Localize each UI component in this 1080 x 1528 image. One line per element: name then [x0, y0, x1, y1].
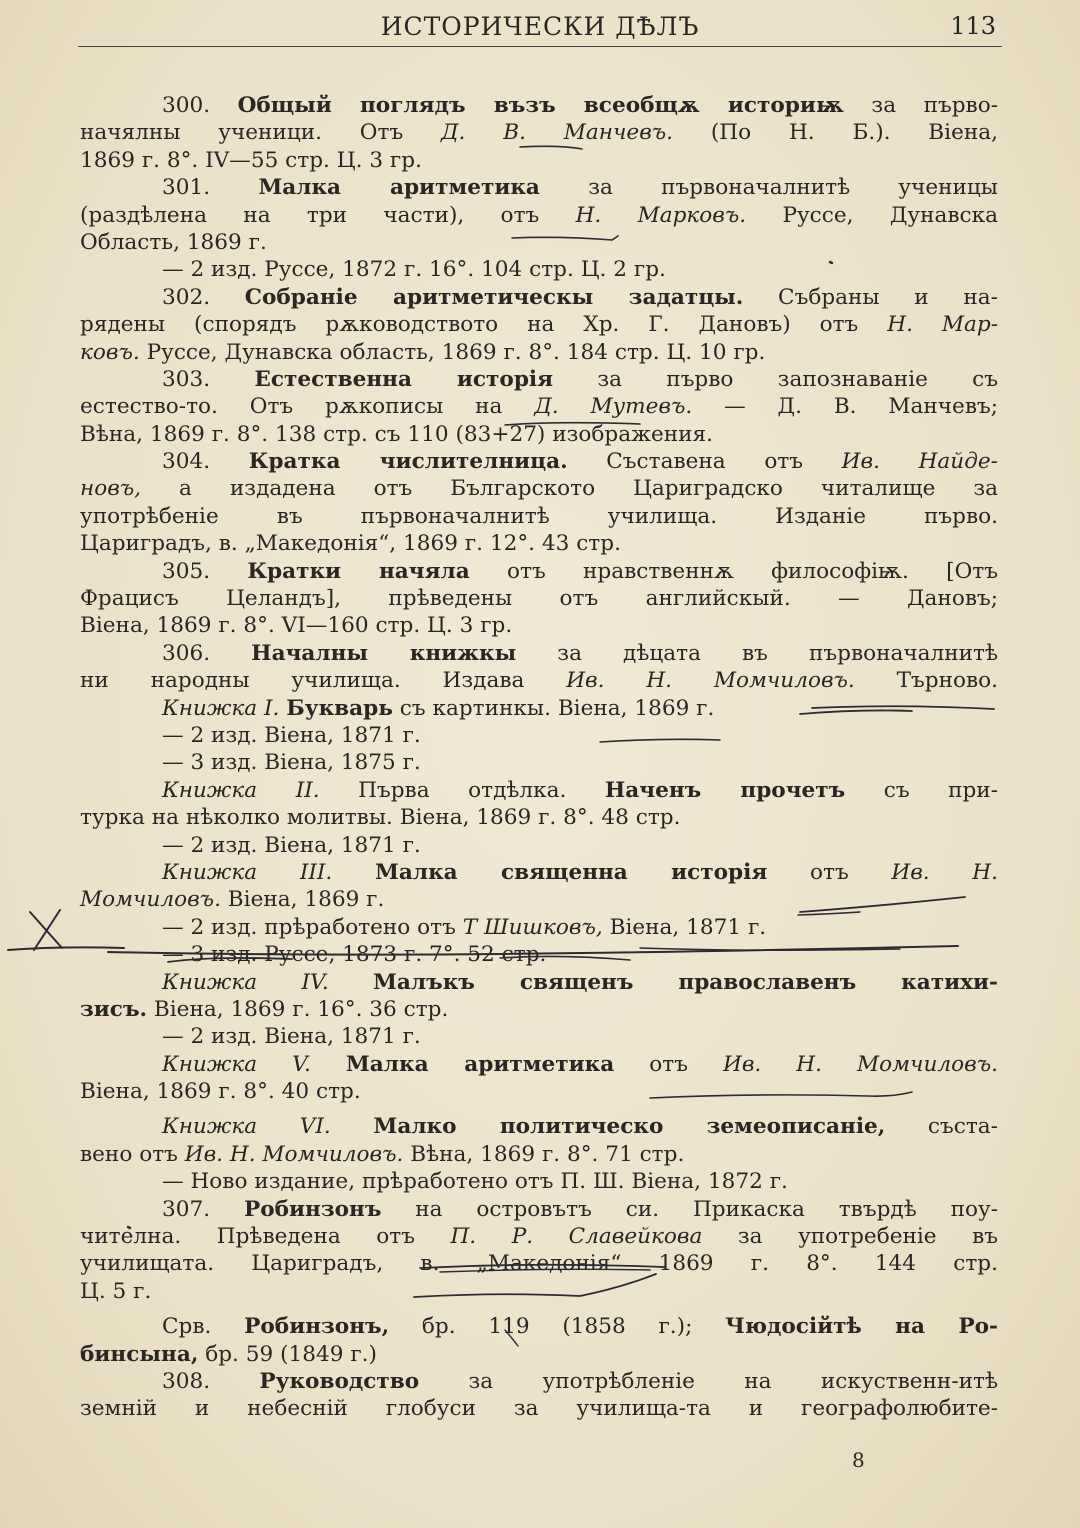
- italic-name: П. Р. Славейкова: [450, 1224, 703, 1250]
- bold-title: Малко политическо земеописаніе,: [373, 1114, 886, 1140]
- text-run: Віена, 1869 г. 8°. VI—160 стр. Ц. 3 гр.: [80, 613, 513, 639]
- text-line: [80, 1313, 998, 1340]
- text-run: Вѣна, 1869 г. 8°. 71 стр.: [403, 1141, 685, 1167]
- text-line: [80, 1168, 998, 1195]
- text-run: 1869 г. 8°. IV—55 стр. Ц. 3 гр.: [80, 147, 422, 173]
- text-line: [80, 996, 998, 1023]
- italic-name: новъ,: [80, 476, 142, 502]
- bold-title: бинсына,: [80, 1341, 199, 1367]
- text-run: — 2 изд. прѣработено отъ: [162, 914, 463, 940]
- italic-name: ковъ.: [80, 339, 140, 365]
- bold-title: Руководство: [259, 1368, 420, 1394]
- italic-name: Ив. Н.: [891, 859, 998, 885]
- text-run: съ картинкы. Віена, 1869 г.: [392, 695, 715, 721]
- italic-name: Д. В. Манчевъ.: [441, 120, 674, 146]
- text-run: — Ново издание, прѣработено отъ П. Ш. Віена, 1872 г.: [162, 1169, 788, 1195]
- text-run: съ при-: [845, 777, 999, 803]
- italic-name: Д. Мутевъ.: [534, 394, 693, 420]
- text-run: чителна. Прѣведена отъ: [80, 1224, 451, 1250]
- text-run: начялны ученици. Отъ: [80, 120, 441, 146]
- text-line: [80, 475, 998, 502]
- text-run: Търново.: [854, 668, 998, 694]
- italic-name: Книжка VI.: [162, 1114, 331, 1140]
- text-line: [80, 202, 998, 229]
- text-run: Вѣна, 1869 г. 8°. 138 стр. съ 110 (83+27) изображения.: [80, 421, 713, 447]
- text-line: [80, 558, 998, 585]
- text-run: 304.: [162, 449, 249, 475]
- text-run: Віена, 1869 г.: [220, 887, 385, 913]
- text-run: — Д. В. Манчевъ;: [692, 394, 999, 420]
- text-line: [80, 119, 998, 146]
- text-run: Віена, 1869 г. 16°. 36 стр.: [147, 996, 449, 1022]
- text-run: вено отъ: [80, 1141, 185, 1167]
- text-line: [80, 339, 998, 366]
- text-line: [80, 174, 998, 201]
- bold-title: Естественна исторія: [254, 366, 554, 392]
- text-run: земній и небесній глобуси за училища-та и географолюбите-: [80, 1396, 998, 1422]
- italic-name: Ив. Н. Момчиловъ.: [723, 1051, 998, 1077]
- text-run: бр. 119 (1858 г.);: [389, 1314, 726, 1340]
- signature-mark: 8: [852, 1448, 865, 1472]
- italic-name: Ив. Н. Момчиловъ.: [184, 1141, 404, 1167]
- italic-name: Книжка I.: [162, 695, 280, 721]
- text-run: (По Н. Б.). Віена,: [673, 120, 998, 146]
- text-run: турка на нѣколко молитвы. Віена, 1869 г. 8°. 48 стр.: [80, 805, 681, 831]
- text-run: 305.: [162, 558, 248, 584]
- text-run: за първо запознаваніе съ: [553, 366, 998, 392]
- text-line: [80, 1141, 998, 1168]
- text-run: отъ нравственнѫ философіѭ. [Отъ: [469, 558, 998, 584]
- italic-name: Книжка V.: [162, 1051, 311, 1077]
- text-run: на островътъ си. Прикаска твърдѣ поу-: [381, 1196, 998, 1222]
- italic-name: Ив. Н. Момчиловъ.: [566, 668, 855, 694]
- spacer: [80, 1105, 998, 1113]
- text-run: — 2 изд. Віена, 1871 г.: [162, 832, 421, 858]
- text-line: [80, 1196, 998, 1223]
- text-run: употрѣбеніе въ първоначалнитѣ училища. Изданіе първо.: [80, 503, 998, 529]
- text-run: Срв.: [162, 1314, 245, 1340]
- bold-title: Робинзонъ,: [244, 1314, 390, 1340]
- text-line: [80, 695, 998, 722]
- text-line: [80, 393, 998, 420]
- italic-name: Книжка III.: [162, 859, 333, 885]
- text-run: съста-: [885, 1114, 998, 1140]
- running-title: ИСТОРИЧЕСКИ ДѢЛЪ: [380, 12, 700, 41]
- text-run: 307.: [162, 1196, 244, 1222]
- text-run: 308.: [162, 1368, 260, 1394]
- text-run: Руссе, Дунавска область, 1869 г. 8°. 184 стр. Ц. 10 гр.: [139, 339, 766, 365]
- text-line: [80, 722, 998, 749]
- text-line: [80, 284, 998, 311]
- bibliography-text: [80, 92, 998, 1423]
- bold-title: Кратки начяла: [247, 558, 470, 584]
- text-run: — 3 изд. Руссе, 1873 г. 7°. 52 стр.: [162, 942, 547, 968]
- text-run: Фрацисъ Целандъ], прѣведены отъ английскый. — Дановъ;: [80, 586, 998, 612]
- italic-name: Книжка II.: [162, 777, 320, 803]
- text-run: ни народны училища. Издава: [80, 668, 567, 694]
- text-line: [80, 886, 998, 913]
- text-line: [80, 256, 998, 283]
- text-run: а издадена отъ Българското Цариградско читалище за: [141, 476, 998, 502]
- text-run: естество-то. Отъ рѫкописы на: [80, 394, 535, 420]
- text-line: [80, 969, 998, 996]
- text-line: [80, 530, 998, 557]
- bold-title: Наченъ прочетъ: [604, 777, 846, 803]
- text-run: — 2 изд. Руссе, 1872 г. 16°. 104 стр. Ц. 2 гр.: [162, 257, 666, 283]
- text-line: [80, 1113, 998, 1140]
- text-line: [80, 1368, 998, 1395]
- bold-title: Собраніе аритметическы задатцы.: [244, 284, 744, 310]
- bold-title: Общый поглядъ възъ всеобщѫ историѭ: [237, 93, 844, 118]
- text-run: 306.: [162, 640, 252, 666]
- text-run: [329, 970, 373, 995]
- text-line: [80, 1250, 998, 1277]
- text-run: рядены (спорядъ рѫководството на Хр. Г. Дановъ) отъ: [80, 312, 888, 338]
- text-line: [80, 667, 998, 694]
- text-line: [80, 777, 998, 804]
- bold-title: Кратка числителница.: [248, 449, 568, 475]
- bold-title: Чюдосійтѣ на Ро-: [725, 1314, 999, 1340]
- text-line: [80, 421, 998, 448]
- bold-title: Малка аритметика: [345, 1051, 615, 1077]
- page-number: 113: [950, 12, 996, 40]
- text-line: [80, 1051, 998, 1078]
- text-line: [80, 1278, 998, 1305]
- bold-title: Малка священна исторія: [374, 859, 768, 885]
- text-line: [80, 804, 998, 831]
- page-header: [78, 6, 1002, 47]
- text-line: [80, 1223, 998, 1250]
- text-run: — 3 изд. Віена, 1875 г.: [162, 750, 421, 776]
- text-line: [80, 1395, 998, 1422]
- text-run: отъ: [767, 859, 892, 885]
- spacer: [80, 1305, 998, 1313]
- bold-title: зисъ.: [80, 996, 148, 1022]
- italic-name: Т Шишковъ,: [462, 914, 603, 940]
- text-run: за употребеніе въ: [702, 1224, 998, 1250]
- text-run: Първа отдѣлка.: [319, 777, 605, 803]
- text-run: Цариградъ, в. „Македонія“, 1869 г. 12°. 43 стр.: [80, 531, 621, 557]
- text-run: 303.: [162, 366, 255, 392]
- text-run: училищата. Цариградъ, в. „Македонія“ 1869 г. 8°. 144 стр.: [80, 1251, 998, 1277]
- text-line: [80, 92, 998, 119]
- text-run: Съставена отъ: [567, 449, 842, 475]
- text-line: [80, 749, 998, 776]
- italic-name: Книжка IV.: [162, 969, 329, 995]
- text-run: Руссе, Дунавска: [746, 202, 998, 228]
- text-run: за първо-: [843, 93, 998, 118]
- text-line: [80, 448, 998, 475]
- text-run: Віена, 1871 г.: [602, 914, 767, 940]
- text-line: [80, 366, 998, 393]
- text-line: [80, 311, 998, 338]
- text-line: [80, 503, 998, 530]
- text-run: Събраны и на-: [743, 284, 998, 310]
- bold-title: Букварь: [286, 695, 393, 721]
- italic-name: Момчиловъ.: [80, 887, 221, 913]
- text-line: [80, 229, 998, 256]
- text-run: за дѣцата въ първоначалнитѣ: [516, 640, 998, 666]
- text-line: [80, 640, 998, 667]
- text-line: [80, 914, 998, 941]
- bold-title: Робинзонъ: [243, 1196, 382, 1222]
- text-line: [80, 832, 998, 859]
- text-line: [80, 612, 998, 639]
- bold-title: Началны книжкы: [251, 640, 517, 666]
- text-run: 302.: [162, 284, 245, 310]
- text-run: 301.: [162, 175, 259, 201]
- bold-title: Малка аритметика: [258, 175, 540, 201]
- text-run: отъ: [614, 1051, 724, 1077]
- text-line: [80, 1023, 998, 1050]
- text-run: [311, 1052, 346, 1077]
- text-line: [80, 859, 998, 886]
- text-line: [80, 585, 998, 612]
- text-run: за употрѣбленіе на искуственн-итѣ: [419, 1368, 998, 1394]
- text-line: [80, 1341, 998, 1368]
- bold-title: Малъкъ священъ православенъ катихи-: [373, 969, 998, 995]
- text-run: (раздѣлена на три части), отъ: [80, 202, 576, 228]
- italic-name: Н. Марковъ.: [575, 202, 747, 228]
- text-run: [331, 1114, 374, 1139]
- text-run: Область, 1869 г.: [80, 229, 267, 255]
- text-run: 300.: [162, 93, 238, 118]
- text-run: за първоначалнитѣ ученицы: [539, 175, 998, 201]
- text-run: Віена, 1869 г. 8°. 40 стр.: [80, 1079, 361, 1105]
- italic-name: Н. Мар-: [887, 312, 999, 338]
- cross-mark: [30, 910, 62, 950]
- text-run: Ц. 5 г.: [80, 1278, 152, 1304]
- text-line: [80, 147, 998, 174]
- text-run: — 2 изд. Віена, 1871 г.: [162, 722, 421, 748]
- text-line: [80, 941, 998, 968]
- italic-name: Ив. Найде-: [841, 449, 998, 475]
- text-run: — 2 изд. Віена, 1871 г.: [162, 1024, 421, 1050]
- text-run: бр. 59 (1849 г.): [198, 1341, 377, 1367]
- text-run: [332, 860, 375, 885]
- text-line: [80, 1078, 998, 1105]
